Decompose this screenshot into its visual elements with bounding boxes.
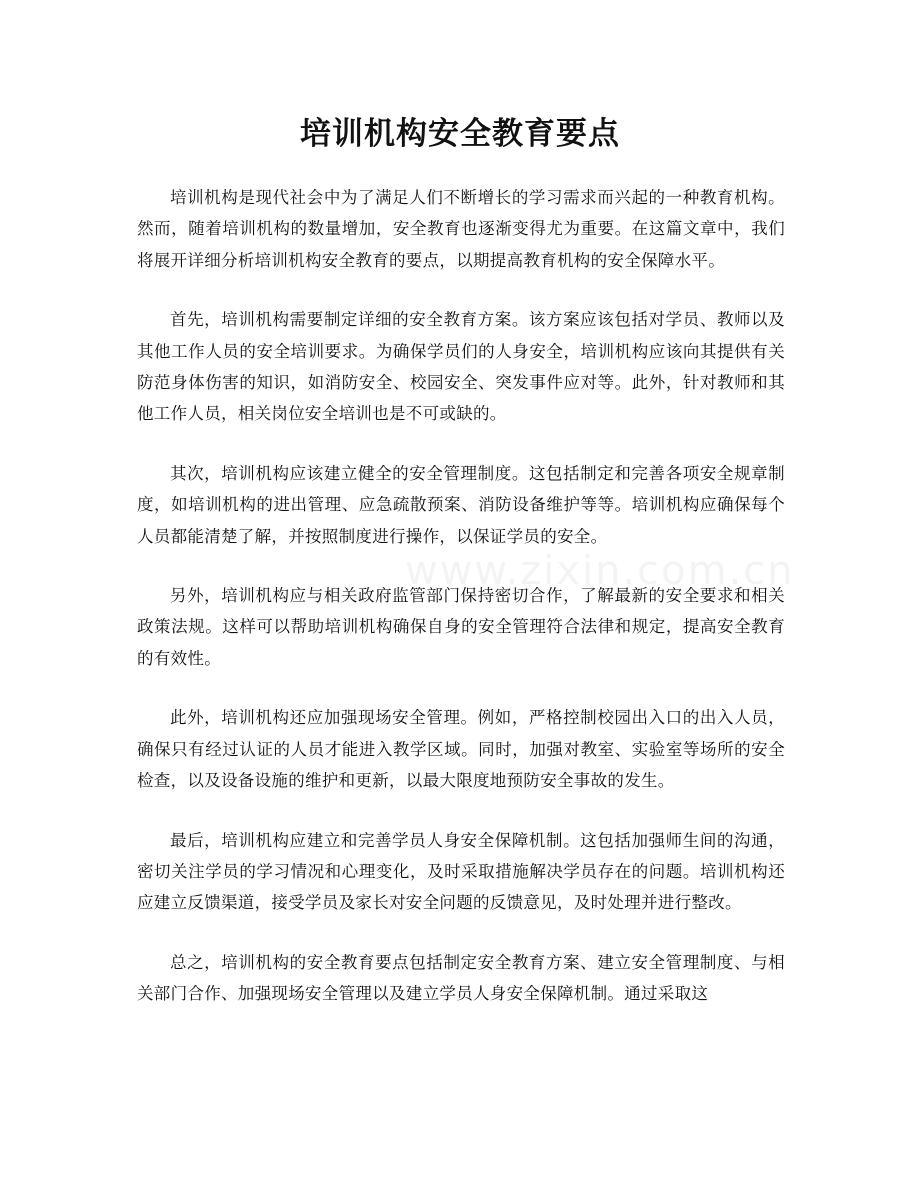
paragraph-summary: 总之，培训机构的安全教育要点包括制定安全教育方案、建立安全管理制度、与相关部门合作、加强现场安全管理以及建立学员人身安全保障机制。通过采取这 — [137, 952, 785, 1004]
paragraph-first: 首先，培训机构需要制定详细的安全教育方案。该方案应该包括对学员、教师以及其他工作人员的安全培训要求。为确保学员们的人身安全，培训机构应该向其提供有关防范身体伤害的知识，如消防安全、校园安全、突发事件应对等。此外，针对教师和其他工作人员，相关岗位安全培训也是不可或缺的。 — [137, 310, 785, 424]
paragraph-last: 最后，培训机构应建立和完善学员人身安全保障机制。这包括加强师生间的沟通，密切关注学员的学习情况和心理变化，及时采取措施解决学员存在的问题。培训机构还应建立反馈渠道，接受学员及家长对安全问题的反馈意见，及时处理并进行整改。 — [137, 830, 785, 913]
paragraph-cooperation: 另外，培训机构应与相关政府监管部门保持密切合作，了解最新的安全要求和相关政策法规。这样可以帮助培训机构确保自身的安全管理符合法律和规定，提高安全教育的有效性。 — [137, 586, 785, 668]
watermark: www.zixin.com.cn — [405, 548, 795, 594]
document-title: 培训机构安全教育要点 — [300, 116, 620, 152]
paragraph-site-management: 此外，培训机构还应加强现场安全管理。例如，严格控制校园出入口的出入人员，确保只有经过认证的人员才能进入教学区域。同时，加强对教室、实验室等场所的安全检查，以及设备设施的维护和更新，以最大限度地预防安全事故的发生。 — [137, 708, 785, 791]
paragraph-intro: 培训机构是现代社会中为了满足人们不断增长的学习需求而兴起的一种教育机构。然而，随着培训机构的数量增加，安全教育也逐渐变得尤为重要。在这篇文章中，我们将展开详细分析培训机构安全教育的要点，以期提高教育机构的安全保障水平。 — [137, 188, 785, 270]
document-body — [137, 182, 785, 1038]
paragraph-second: 其次，培训机构应该建立健全的安全管理制度。这包括制定和完善各项安全规章制度，如培训机构的进出管理、应急疏散预案、消防设备维护等等。培训机构应确保每个人员都能清楚了解，并按照制度进行操作，以保证学员的安全。 — [137, 463, 785, 546]
